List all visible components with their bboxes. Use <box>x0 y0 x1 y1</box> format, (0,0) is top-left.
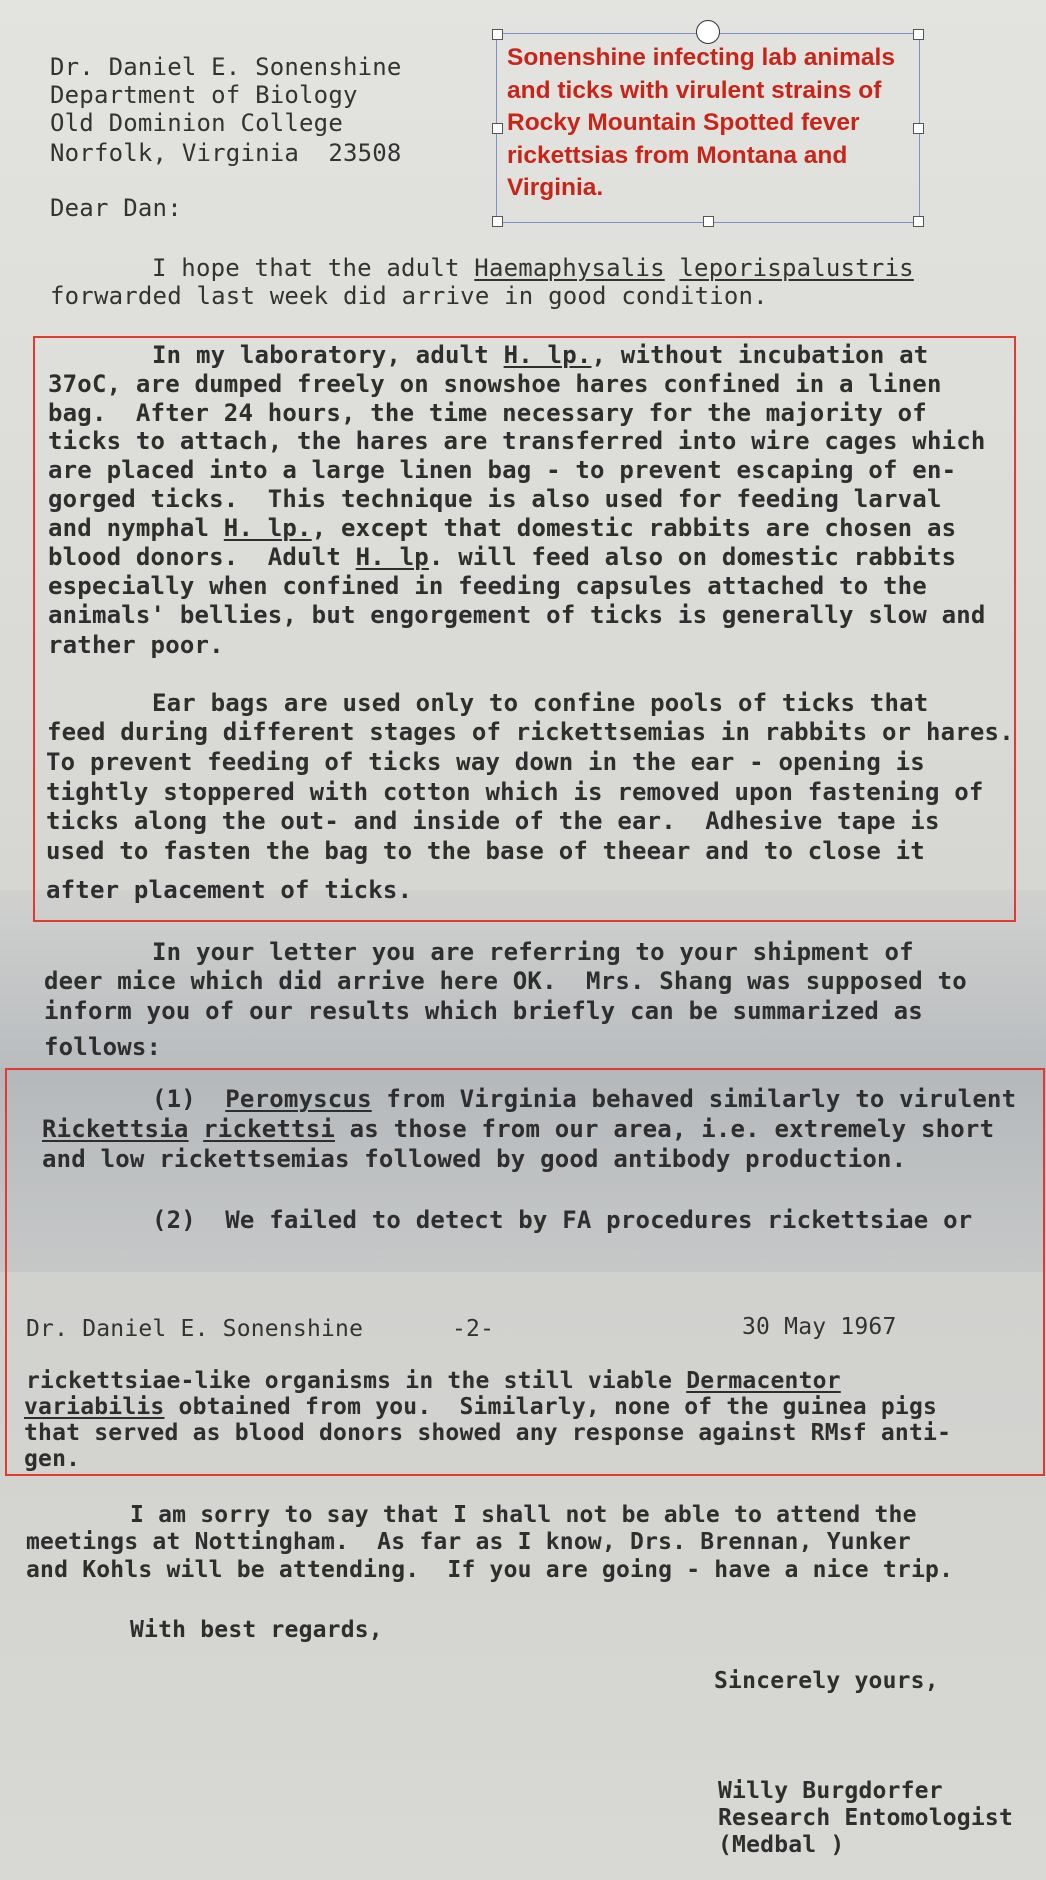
resize-handle-top-left[interactable] <box>492 29 503 40</box>
annotation-text[interactable]: Sonenshine infecting lab animals and ticks with virulent strains of Rocky Mountain Spotted fever rickettsias from Montana and Virginia. <box>507 44 895 201</box>
resize-handle-left[interactable] <box>492 123 503 134</box>
list-item: (2) We failed to detect by FA procedures rickettsiae or <box>152 1206 973 1234</box>
paragraph-line: rather poor. <box>48 631 224 659</box>
species-name: rickettsi <box>203 1115 335 1143</box>
paragraph-line: especially when confined in feeding capsules attached to the <box>48 572 927 600</box>
paragraph-line: I hope that the adult Haemaphysalis leporispalustris <box>152 254 914 282</box>
signature-title: Research Entomologist <box>718 1805 1013 1831</box>
paragraph-line: gorged ticks. This technique is also used for feeding larval <box>48 485 942 513</box>
paragraph-line: In my laboratory, adult H. lp., without incubation at <box>152 341 929 369</box>
page-number: -2- <box>452 1316 495 1342</box>
paragraph-line: In your letter you are referring to your shipment of <box>152 938 914 966</box>
list-item-line: variabilis obtained from you. Similarly, none of the guinea pigs <box>24 1394 938 1420</box>
paragraph-line: used to fasten the bag to the base of theear and to close it <box>46 837 925 865</box>
list-item-line: that served as blood donors showed any response against RMsf anti- <box>24 1420 952 1446</box>
paragraph-line: blood donors. Adult H. lp. will feed also on domestic rabbits <box>48 543 957 571</box>
paragraph-line: inform you of our results which briefly can be summarized as <box>44 997 923 1025</box>
paragraph-line: follows: <box>44 1033 162 1061</box>
paragraph-line: forwarded last week did arrive in good condition. <box>50 282 768 310</box>
address-line: Dr. Daniel E. Sonenshine <box>50 53 402 81</box>
annotation-textbox[interactable] <box>496 33 920 223</box>
species-abbrev: H. lp <box>355 543 429 571</box>
page2-header-name: Dr. Daniel E. Sonenshine <box>26 1316 364 1342</box>
paragraph-line: bag. After 24 hours, the time necessary for the majority of <box>48 399 927 427</box>
paragraph-line: ticks to attach, the hares are transferred into wire cages which <box>48 427 986 455</box>
address-line: Norfolk, Virginia 23508 <box>50 139 402 167</box>
signature-org: (Medbal ) <box>718 1832 845 1858</box>
paragraph-line: deer mice which did arrive here OK. Mrs. Shang was supposed to <box>44 967 967 995</box>
rotate-handle[interactable] <box>696 20 720 44</box>
resize-handle-right[interactable] <box>913 123 924 134</box>
address-line: Department of Biology <box>50 81 358 109</box>
paragraph-line: and Kohls will be attending. If you are going - have a nice trip. <box>26 1557 954 1583</box>
species-name: leporispalustris <box>679 254 914 282</box>
paragraph-line: 37oC, are dumped freely on snowshoe hares confined in a linen <box>48 370 942 398</box>
paragraph-line: feed during different stages of rickettsemias in rabbits or hares. <box>47 718 1014 746</box>
list-item: (1) Peromyscus from Virginia behaved similarly to virulent <box>152 1085 1017 1113</box>
signature-name: Willy Burgdorfer <box>718 1778 943 1804</box>
species-abbrev: H. lp. <box>223 514 312 542</box>
species-name: variabilis <box>24 1394 165 1420</box>
genus-name: Dermacentor <box>686 1368 841 1394</box>
list-item-line: Rickettsia rickettsi as those from our area, i.e. extremely short <box>42 1115 995 1143</box>
paragraph-line: after placement of ticks. <box>46 876 413 904</box>
genus-name: Rickettsia <box>42 1115 189 1143</box>
address-line: Old Dominion College <box>50 109 343 137</box>
genus-name: Haemaphysalis <box>474 254 665 282</box>
paragraph-line: meetings at Nottingham. As far as I know, Drs. Brennan, Yunker <box>26 1529 911 1555</box>
paragraph-line: To prevent feeding of ticks way down in the ear - opening is <box>46 748 925 776</box>
paragraph-line: are placed into a large linen bag - to prevent escaping of en- <box>48 456 957 484</box>
list-item-line: gen. <box>24 1446 81 1472</box>
paragraph-line: and nymphal H. lp., except that domestic rabbits are chosen as <box>48 514 957 542</box>
resize-handle-bottom-right[interactable] <box>913 216 924 227</box>
resize-handle-top-right[interactable] <box>913 29 924 40</box>
resize-handle-bottom-left[interactable] <box>492 216 503 227</box>
signoff: Sincerely yours, <box>714 1668 939 1694</box>
list-item-line: and low rickettsemias followed by good antibody production. <box>42 1145 907 1173</box>
paragraph-line: animals' bellies, but engorgement of ticks is generally slow and <box>48 601 986 629</box>
paragraph-line: Ear bags are used only to confine pools of ticks that <box>152 689 929 717</box>
paragraph-line: tightly stoppered with cotton which is removed upon fastening of <box>46 778 984 806</box>
species-abbrev: H. lp. <box>503 341 592 369</box>
resize-handle-bottom[interactable] <box>703 216 714 227</box>
paragraph-line: I am sorry to say that I shall not be able to attend the <box>130 1502 917 1528</box>
genus-name: Peromyscus <box>225 1085 372 1113</box>
closing: With best regards, <box>130 1617 383 1643</box>
list-item-line: rickettsiae-like organisms in the still viable Dermacentor <box>26 1368 841 1394</box>
salutation: Dear Dan: <box>50 194 182 222</box>
paragraph-line: ticks along the out- and inside of the ear. Adhesive tape is <box>46 807 940 835</box>
letter-date: 30 May 1967 <box>742 1314 897 1340</box>
